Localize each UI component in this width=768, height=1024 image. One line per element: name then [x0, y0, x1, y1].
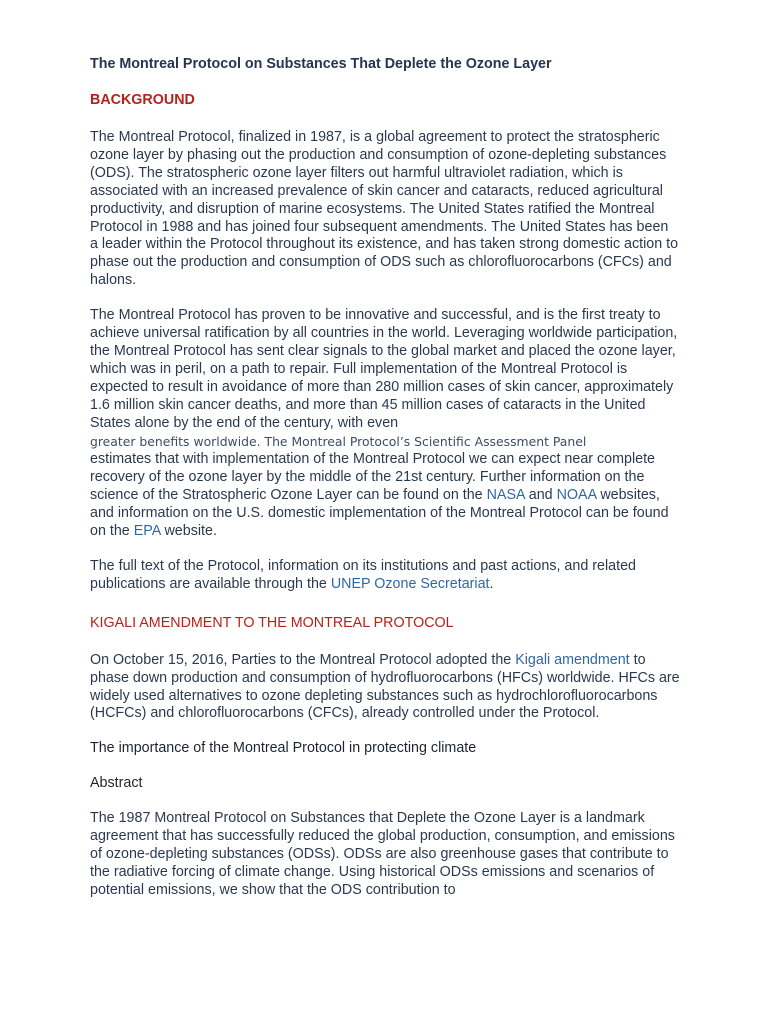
paragraph-2-text-a: The Montreal Protocol has proven to be innovative and successful, and is the first treaty to achieve universal ratification by all countries in the world. Leveraging worldwide participation, the Montreal Protocol has sent clear signals to the global market and placed the ozone layer, which was in peril, on a path to repair. Full implementation of the Montreal Protocol is expected to result in avoidance of more than 280 million cases of skin cancer, approximately 1.6 million skin cancer deaths, and more than 45 million cases of cataracts in the United States alone by the end of the century, with even — [90, 307, 678, 431]
background-heading: BACKGROUND — [90, 92, 195, 108]
kigali-paragraph — [90, 652, 680, 724]
paragraph-2-text-b: greater benefits worldwide. The Montreal Protocol’s Scientific Assessment Panel — [90, 433, 587, 449]
noaa-link[interactable]: NOAA — [556, 487, 597, 504]
document-page — [90, 52, 680, 900]
importance-heading: The importance of the Montreal Protocol in protecting climate — [90, 740, 477, 757]
background-paragraph-2 — [90, 307, 680, 541]
epa-link[interactable]: EPA — [133, 523, 161, 540]
abstract-paragraph: The 1987 Montreal Protocol on Substances that Deplete the Ozone Layer is a landmark agreement that has successfully reduced the global production, consumption, and emissions of ozone-depleting substances (ODSs). ODSs are also greenhouse gases that contribute to the radiative forcing of climate change. Using historical ODSs emissions and scenarios of potential emissions, we show that the ODS contribution to — [90, 810, 675, 898]
kigali-heading: KIGALI AMENDMENT TO THE MONTREAL PROTOCOL — [90, 614, 454, 631]
paragraph-2-text-d: websites, and information on the U.S. domestic implementation of the Montreal Protocol can be found on the — [90, 487, 669, 540]
and-text: and — [528, 487, 553, 504]
nasa-link[interactable]: NASA — [486, 487, 525, 504]
paragraph-3-text: The full text of the Protocol, information on its institutions and past actions, and related publications are available through the — [90, 557, 636, 592]
background-paragraph-1: The Montreal Protocol, finalized in 1987, is a global agreement to protect the stratospheric ozone layer by phasing out the production and consumption of ozone-depleting substances (ODS). The stratospheric ozone layer filters out harmful ultraviolet radiation, which is associated with an increased prevalence of skin cancer and cataracts, reduced agricultural productivity, and disruption of marine ecosystems. The United States ratified the Montreal Protocol in 1988 and has joined four subsequent amendments. The United States has been a leader within the Protocol throughout its existence, and has taken strong domestic action to phase out the production and consumption of ODS such as chlorofluorocarbons (CFCs) and halons. — [90, 129, 679, 289]
abstract-heading: Abstract — [90, 775, 143, 792]
kigali-amendment-link[interactable]: Kigali amendment — [515, 651, 630, 668]
kigali-text-b: to phase down production and consumption of hydrofluorocarbons (HFCs) worldwide. HFCs are widely used alternatives to ozone depleting substances such as hydrochlorofluorocarbons (HCFCs) and chlorofluorocarbons (CFCs), already controlled under the Protocol. — [90, 651, 680, 722]
paragraph-2-text-c: estimates that with implementation of the Montreal Protocol we can expect near complete recovery of the ozone layer by the middle of the 21st century. Further information on the science of the Stratospheric Ozone Layer can be found on the — [90, 451, 656, 504]
paragraph-2-text-e: website. — [164, 523, 217, 540]
kigali-text-a: On October 15, 2016, Parties to the Montreal Protocol adopted the — [90, 651, 512, 668]
unep-ozone-secretariat-link[interactable]: UNEP Ozone Secretariat — [330, 575, 490, 592]
background-paragraph-3 — [90, 558, 680, 594]
document-title: The Montreal Protocol on Substances That Deplete the Ozone Layer — [90, 56, 552, 72]
paragraph-3-end: . — [489, 575, 494, 592]
